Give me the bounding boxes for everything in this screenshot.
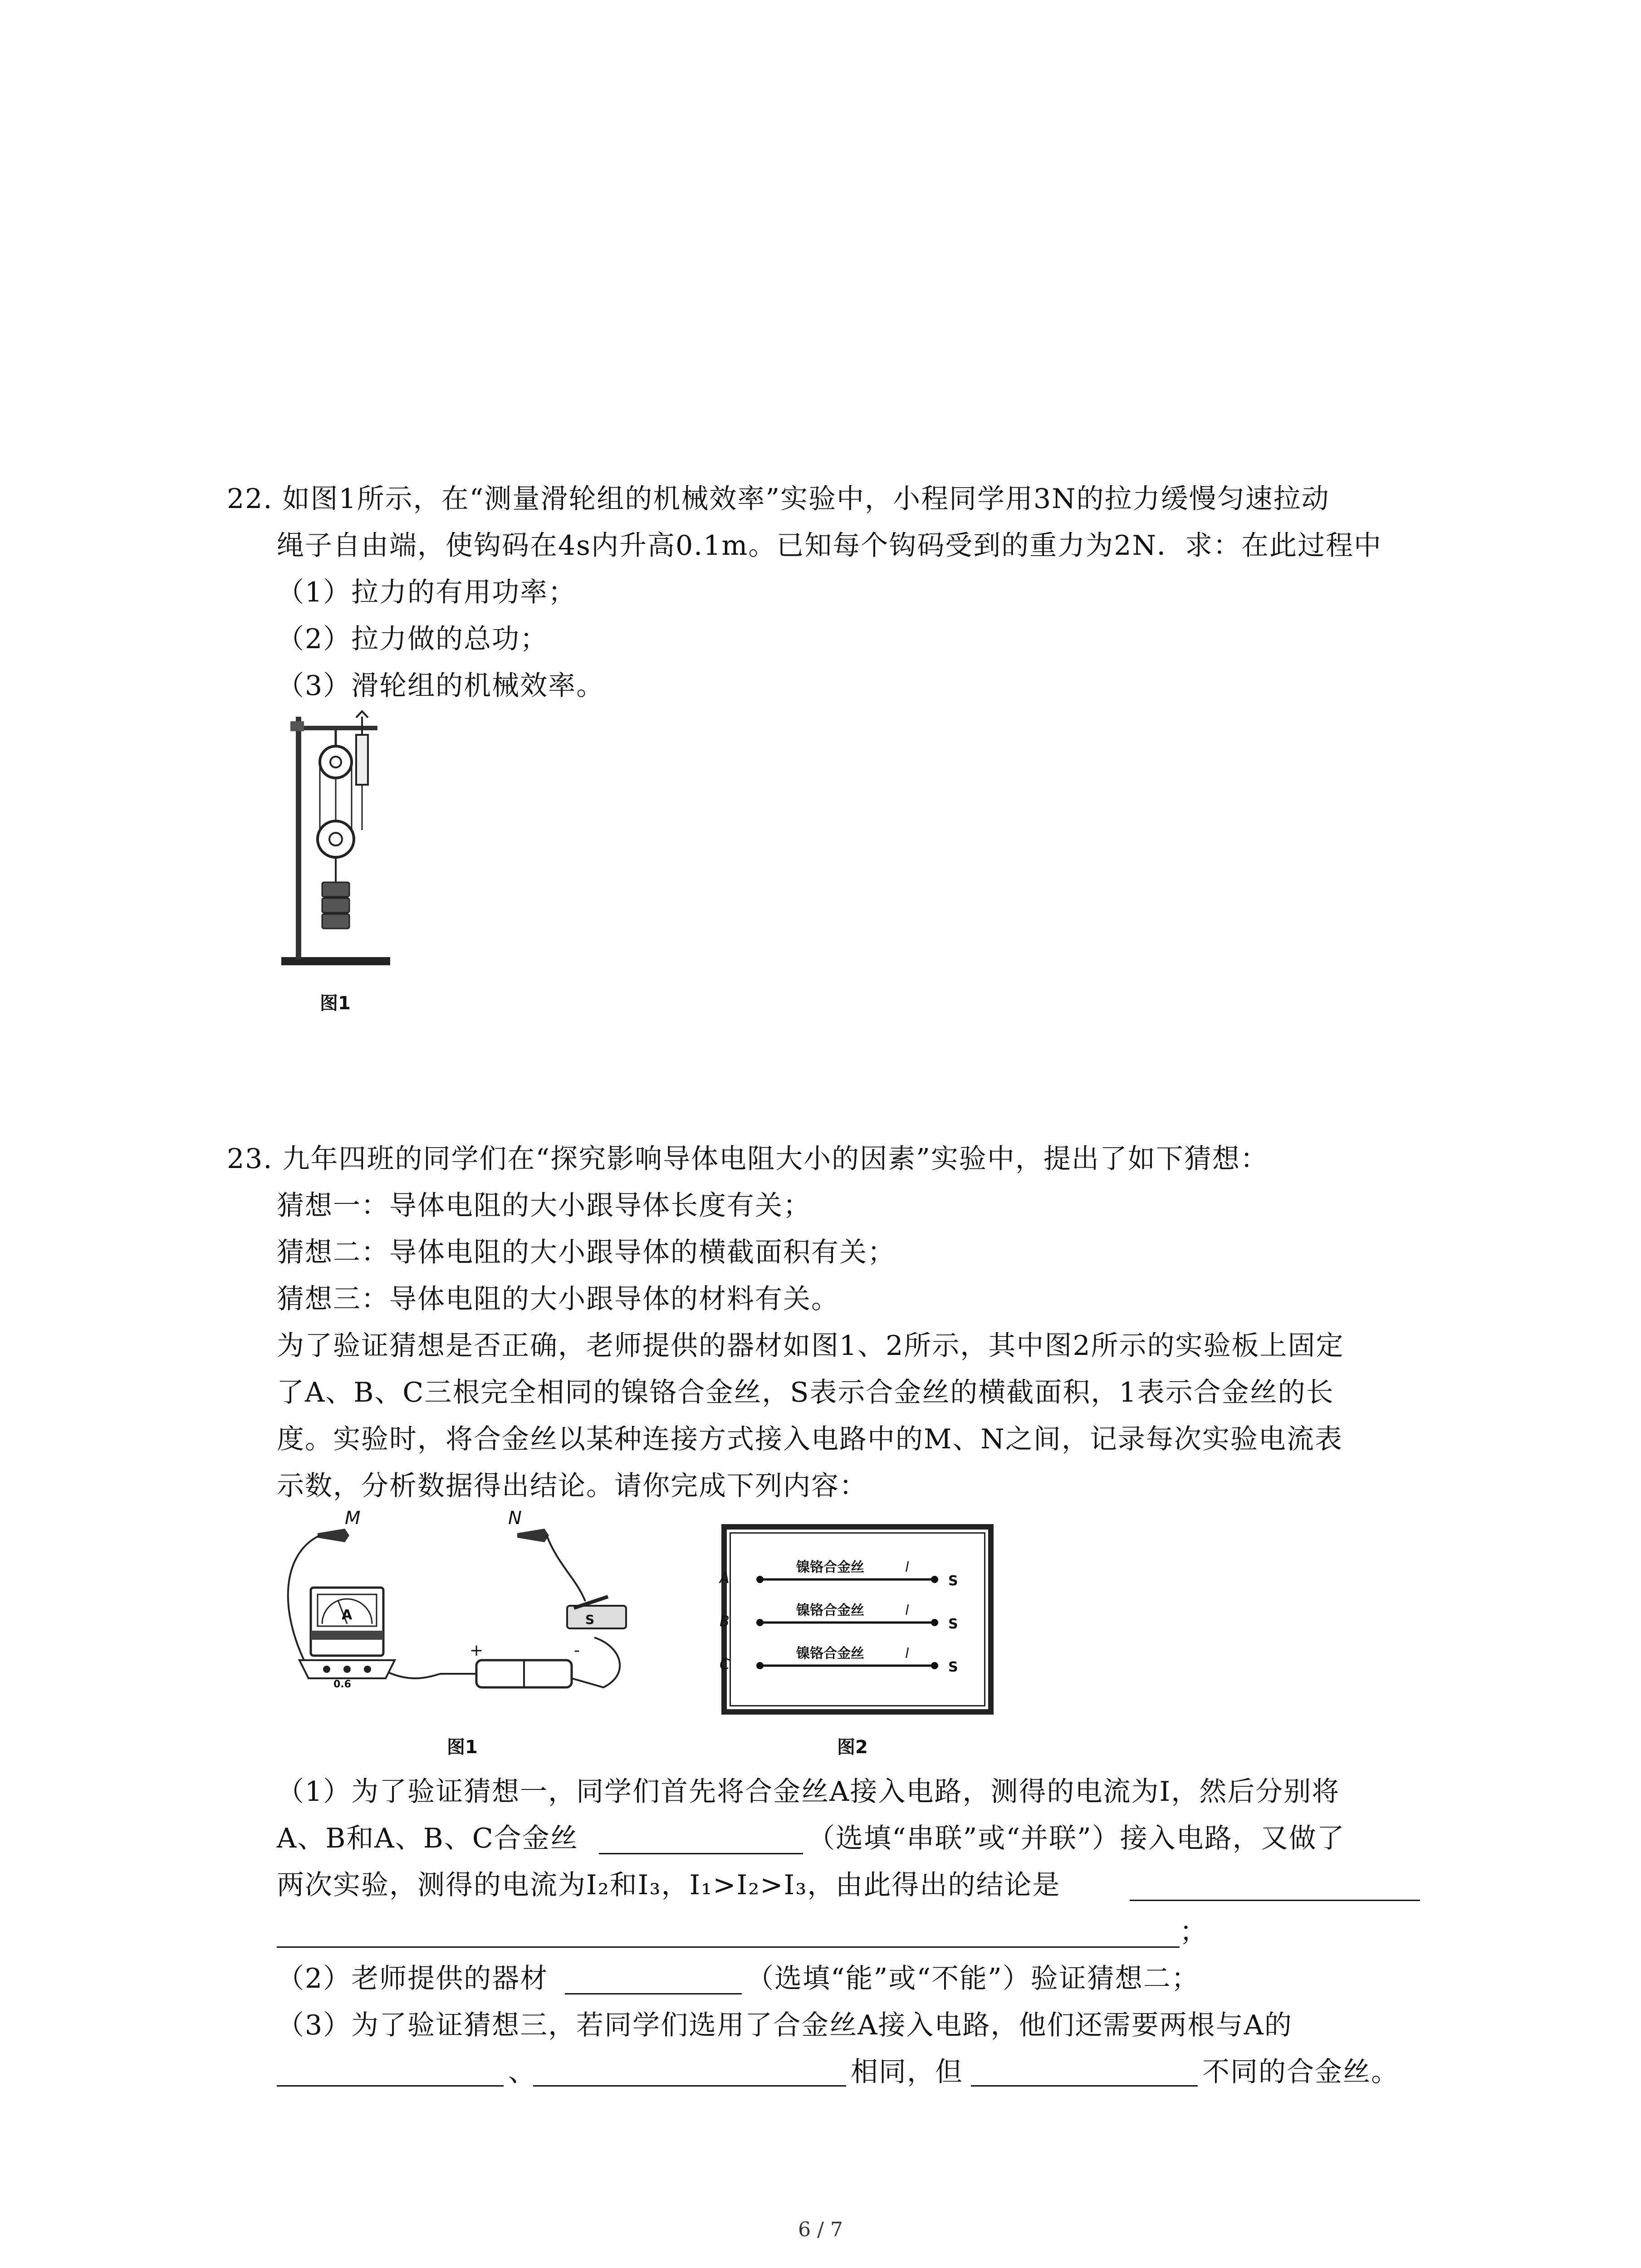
- q22-figure-caption: 图1: [320, 993, 351, 1014]
- q23-para-2: 了A、B、C三根完全相同的镍铬合金丝，S表示合金丝的横截面积，1表示合金丝的长: [277, 1377, 1334, 1408]
- label-m: M: [345, 1508, 361, 1529]
- q23-p3-end: 不同的合金丝。: [1202, 2056, 1399, 2088]
- row-a-s: S: [948, 1573, 958, 1589]
- row-b-s: S: [948, 1616, 958, 1632]
- weight-2: [322, 898, 349, 913]
- spring-scale: [356, 735, 368, 785]
- q23-guess-2: 猜想二：导体电阻的大小跟导体的横截面积有关；: [277, 1237, 896, 1268]
- q22-line-1: 22. 如图1所示，在“测量滑轮组的机械效率”实验中，小程同学用3N的拉力缓慢匀速拉动: [227, 483, 1330, 515]
- q23-para-4: 示数，分析数据得出结论。请你完成下列内容：: [277, 1470, 867, 1502]
- row-c-s: S: [948, 1659, 958, 1675]
- row-b-wire: 镍铬合金丝: [796, 1603, 864, 1618]
- blank-connection-type[interactable]: [599, 1853, 803, 1854]
- row-b-letter: B: [720, 1613, 730, 1630]
- q23-para-1: 为了验证猜想是否正确，老师提供的器材如图1、2所示，其中图2所示的实验板上固定: [277, 1330, 1344, 1362]
- q22-line-2: 绳子自由端，使钩码在4s内升高0.1m。已知每个钩码受到的重力为2N．求：在此过程中: [277, 530, 1382, 562]
- blank-same-2[interactable]: [533, 2085, 846, 2087]
- q23-guess-3: 猜想三：导体电阻的大小跟导体的材料有关。: [277, 1283, 839, 1315]
- blank-same-1[interactable]: [277, 2085, 504, 2087]
- label-n: N: [508, 1508, 522, 1529]
- q22-sub-2: （2）拉力做的总功；: [277, 623, 549, 655]
- q23-p1-line-c: 两次实验，测得的电流为I₂和I₃，I₁>I₂>I₃，由此得出的结论是: [277, 1869, 1061, 1901]
- blank-can-verify[interactable]: [565, 1993, 742, 1994]
- row-b-l: l: [905, 1603, 909, 1618]
- switch-label: S: [585, 1612, 595, 1627]
- ammeter-label: A: [342, 1607, 353, 1623]
- q22-sub-3: （3）滑轮组的机械效率。: [277, 670, 605, 702]
- ammeter-scale: 0.6: [333, 1679, 351, 1690]
- stand-arm: [296, 726, 377, 730]
- q23-line-1: 23. 九年四班的同学们在“探究影响导体电阻大小的因素”实验中，提出了如下猜想：: [227, 1143, 1269, 1175]
- blank-different[interactable]: [971, 2085, 1198, 2087]
- q23-p2-end: （选填“能”或“不能”）验证猜想二；: [746, 1963, 1200, 1994]
- q23-fig1-caption: 图1: [447, 1737, 478, 1758]
- battery-plus: +: [470, 1641, 484, 1660]
- q23-guess-1: 猜想一：导体电阻的大小跟导体长度有关；: [277, 1190, 811, 1222]
- q23-para-3: 度。实验时，将合金丝以某种连接方式接入电路中的M、N之间，记录每次实验电流表: [277, 1423, 1343, 1455]
- q23-p1-line-b-end: （选填“串联”或“并联”）接入电路，又做了: [808, 1823, 1345, 1854]
- row-a-letter: A: [720, 1569, 730, 1587]
- page-number: 6 / 7: [798, 2218, 843, 2241]
- weight-1: [322, 882, 349, 897]
- weight-3: [322, 914, 349, 929]
- blank-conclusion-2[interactable]: [277, 1946, 1180, 1948]
- blank-conclusion-1[interactable]: [1130, 1900, 1420, 1901]
- q23-p3-mid: 相同，但: [851, 2056, 963, 2088]
- q23-p1-line-a: （1）为了验证猜想一，同学们首先将合金丝A接入电路，测得的电流为I，然后分别将: [277, 1776, 1340, 1808]
- q23-fig2-caption: 图2: [837, 1737, 868, 1758]
- q23-p1-line-b-start: A、B和A、B、C合金丝: [277, 1823, 578, 1854]
- stand-pole: [296, 717, 301, 959]
- wire-board-content: [721, 1524, 994, 1715]
- pulley-figure: [272, 708, 417, 989]
- battery-minus: -: [574, 1641, 580, 1660]
- row-a-l: l: [905, 1559, 909, 1575]
- q23-p1-line-d-end: ；: [1180, 1916, 1208, 1948]
- circuit-figure: [277, 1510, 676, 1728]
- q23-p3-line-a: （3）为了验证猜想三，若同学们选用了合金丝A接入电路，他们还需要两根与A的: [277, 2009, 1293, 2041]
- q23-p2-start: （2）老师提供的器材: [277, 1963, 549, 1994]
- q22-sub-1: （1）拉力的有用功率；: [277, 577, 577, 608]
- row-c-wire: 镍铬合金丝: [796, 1646, 864, 1662]
- row-c-l: l: [905, 1646, 909, 1662]
- q23-p3-sep: 、: [508, 2056, 536, 2088]
- row-a-wire: 镍铬合金丝: [796, 1559, 864, 1575]
- row-c-letter: C: [720, 1656, 730, 1673]
